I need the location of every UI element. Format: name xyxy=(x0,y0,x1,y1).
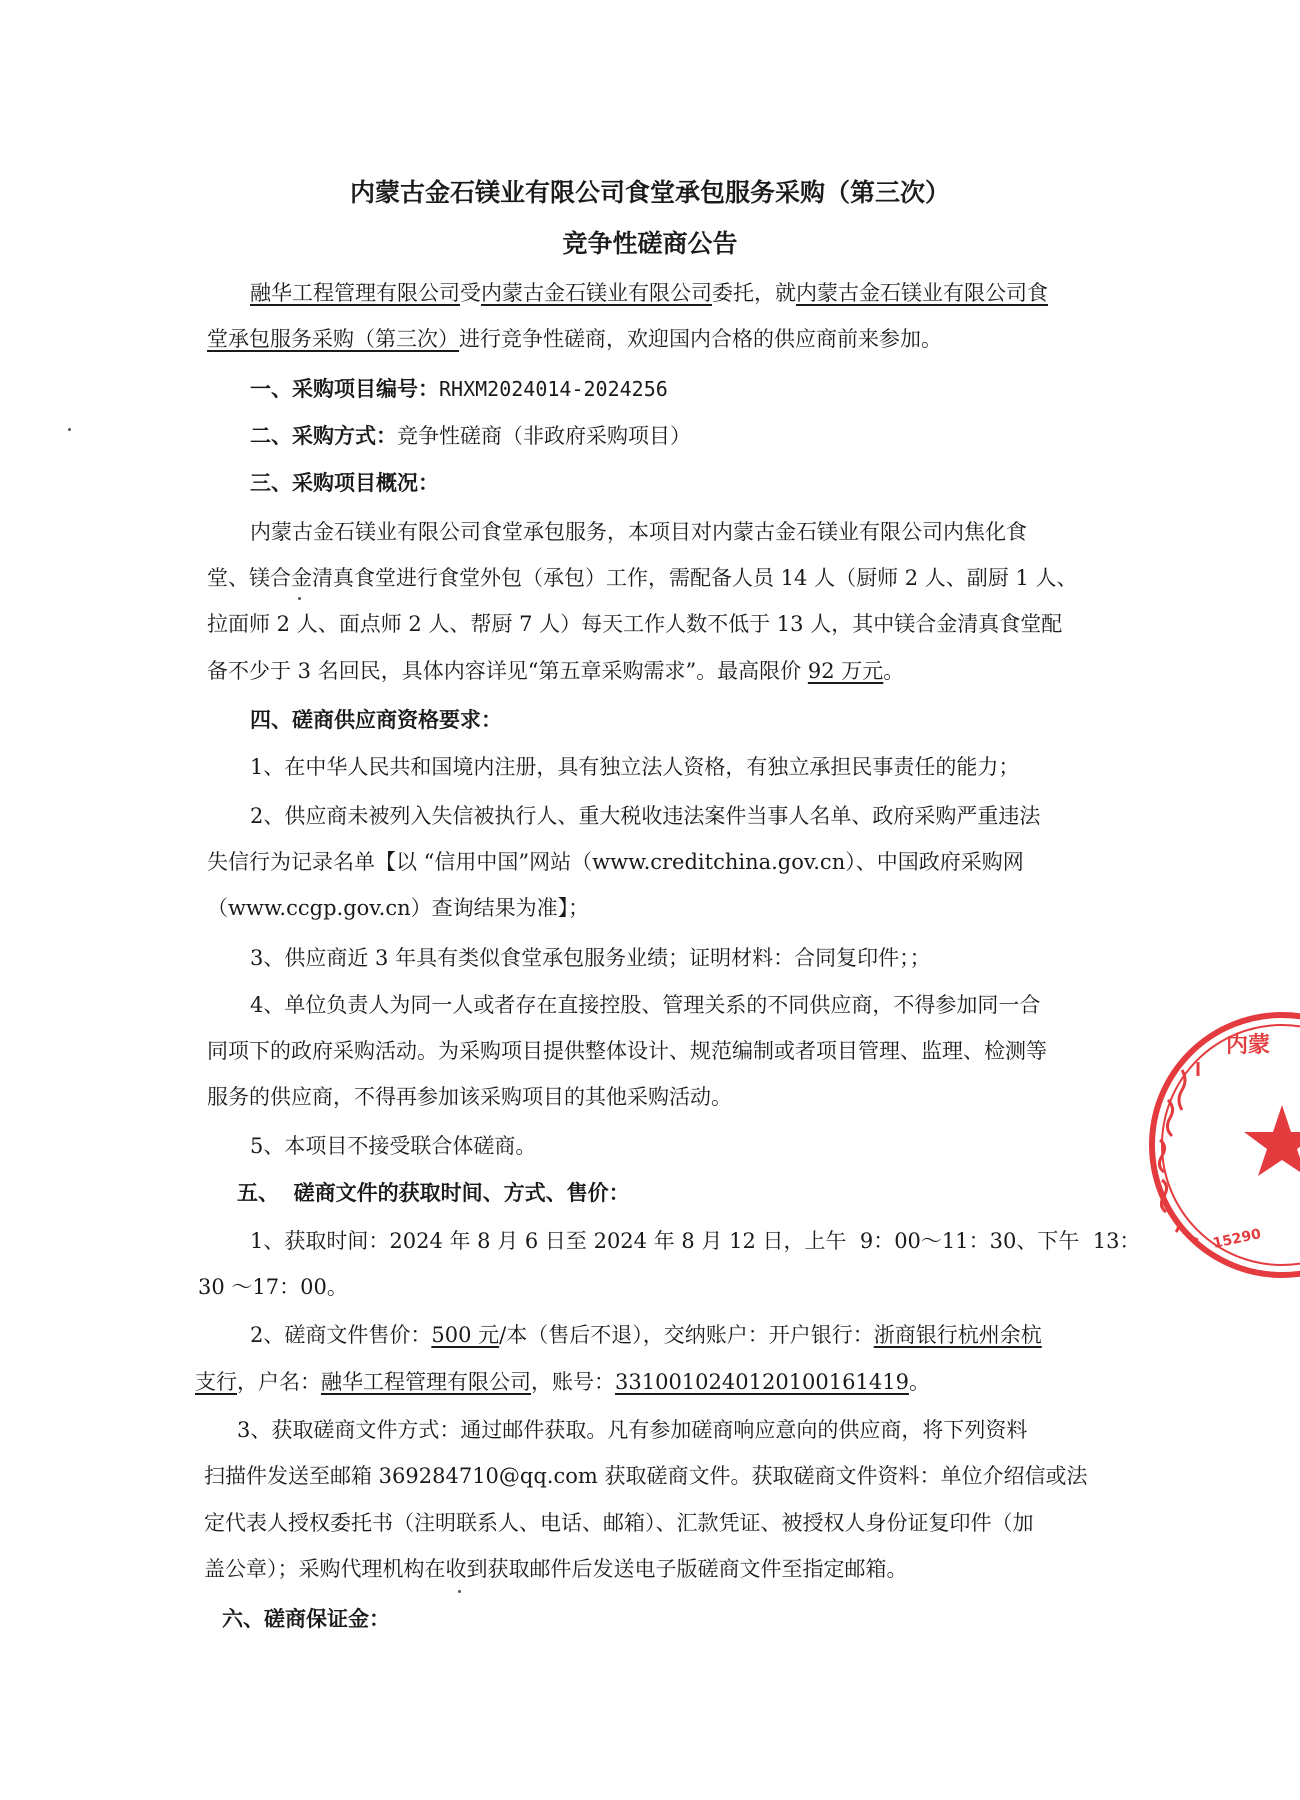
paragraph-line: 拉面师 2 人、面点师 2 人、帮厨 7 人）每天工作人数不低于 13 人，其中镁合金清真食堂配 xyxy=(207,612,1063,636)
list-item: 1、在中华人民共和国境内注册，具有独立法人资格，有独立承担民事责任的能力； xyxy=(250,755,1020,779)
section-heading: 二、采购方式： xyxy=(250,424,397,448)
section-heading: 六、磋商保证金： xyxy=(222,1607,390,1631)
paragraph-text: 。 xyxy=(883,659,905,683)
paragraph-line: 内蒙古金石镁业有限公司食堂承包服务，本项目对内蒙古金石镁业有限公司内焦化食 xyxy=(250,520,1027,544)
account-number: 3310010240120100161419 xyxy=(615,1370,909,1394)
seal-number: 15290 xyxy=(1211,1226,1263,1252)
paragraph-line: （www.ccgp.gov.cn）查询结果为准】； xyxy=(207,896,590,920)
bank-name: 浙商银行杭州余杭 xyxy=(873,1323,1042,1347)
client-name: 内蒙古金石镁业有限公司 xyxy=(481,281,712,305)
section-heading: 一、采购项目编号： xyxy=(250,377,439,401)
paragraph-line: 盖公章）；采购代理机构在收到获取邮件后发送电子版磋商文件至指定邮箱。 xyxy=(204,1557,908,1581)
paragraph-text: 备不少于 3 名回民，具体内容详见“第五章采购需求”。最高限价 xyxy=(207,659,808,683)
intro-text: 进行竞争性磋商，欢迎国内合格的供应商前来参加。 xyxy=(459,327,942,351)
project-name: 内蒙古金石镁业有限公司食 xyxy=(796,281,1048,305)
paragraph-line: 定代表人授权委托书（注明联系人、电话、邮箱）、汇款凭证、被授权人身份证复印件（加 xyxy=(204,1511,1034,1535)
paragraph-text: /本（售后不退），交纳账户：开户银行： xyxy=(499,1323,874,1347)
intro-text: 受 xyxy=(460,281,481,305)
project-name: 堂承包服务采购（第三次） xyxy=(207,327,459,351)
list-item: 3、获取磋商文件方式：通过邮件获取。凡有参加磋商响应意向的供应商，将下列资料 xyxy=(237,1418,1028,1442)
intro-line-2 xyxy=(207,324,942,354)
paragraph-line: 服务的供应商，不得再参加该采购项目的其他采购活动。 xyxy=(207,1085,732,1109)
section-heading: 五、 磋商文件的获取时间、方式、售价： xyxy=(237,1181,630,1205)
paragraph-line xyxy=(207,656,904,686)
list-item xyxy=(250,1320,1042,1350)
paragraph-text: 。 xyxy=(908,1370,930,1394)
scan-speck xyxy=(458,1590,461,1593)
document-subtitle: 竞争性磋商公告 xyxy=(562,229,738,258)
project-number: RHXM2024014-2024256 xyxy=(439,377,668,401)
paragraph-text: ，户名： xyxy=(237,1370,321,1394)
seal-text: 内蒙 xyxy=(1226,1033,1271,1058)
section-heading: 三、采购项目概况： xyxy=(250,471,439,495)
list-item: 2、供应商未被列入失信被执行人、重大税收违法案件当事人名单、政府采购严重违法 xyxy=(250,804,1041,828)
paragraph-line: 30 ～17：00。 xyxy=(198,1275,348,1299)
intro-line-1 xyxy=(250,278,1048,308)
agency-name: 融华工程管理有限公司 xyxy=(250,281,460,305)
paragraph-text: ，账号： xyxy=(531,1370,615,1394)
list-item: 1、获取时间：2024 年 8 月 6 日至 2024 年 8 月 12 日，上午 9：00～11：30、下午 13： xyxy=(250,1229,1141,1253)
max-price: 92 万元 xyxy=(807,659,884,683)
list-item: 3、供应商近 3 年具有类似食堂承包服务业绩；证明材料：合同复印件；； xyxy=(250,946,931,970)
paragraph-line: 扫描件发送至邮箱 369284710@qq.com 获取磋商文件。获取磋商文件资料：单位介绍信或法 xyxy=(204,1464,1088,1488)
bank-name: 支行 xyxy=(195,1370,237,1394)
section-heading: 四、磋商供应商资格要求： xyxy=(250,708,502,732)
paragraph-line: 失信行为记录名单【以 “信用中国”网站（www.creditchina.gov.cn）、中国政府采购网 xyxy=(207,850,1024,874)
paragraph-text: 2、磋商文件售价： xyxy=(250,1323,432,1347)
section-project-number xyxy=(250,374,668,404)
scan-speck xyxy=(68,428,71,431)
paragraph-line xyxy=(195,1367,930,1397)
document-title: 内蒙古金石镁业有限公司食堂承包服务采购（第三次） xyxy=(349,178,950,207)
account-name: 融华工程管理有限公司 xyxy=(321,1370,531,1394)
intro-text: 委托，就 xyxy=(712,281,796,305)
seal-star-icon xyxy=(1244,1105,1300,1176)
procurement-method: 竞争性磋商（非政府采购项目） xyxy=(397,424,691,448)
scan-speck xyxy=(298,597,301,600)
list-item: 4、单位负责人为同一人或者存在直接控股、管理关系的不同供应商，不得参加同一合 xyxy=(250,993,1041,1017)
paragraph-line: 堂、镁合金清真食堂进行食堂外包（承包）工作，需配备人员 14 人（厨师 2 人、副厨 1 人、 xyxy=(207,566,1078,590)
document-price: 500 元 xyxy=(431,1323,500,1347)
section-procurement-method xyxy=(250,421,691,451)
company-seal xyxy=(1110,1010,1300,1280)
paragraph-line: 同项下的政府采购活动。为采购项目提供整体设计、规范编制或者项目管理、监理、检测等 xyxy=(207,1039,1047,1063)
list-item: 5、本项目不接受联合体磋商。 xyxy=(250,1134,537,1158)
